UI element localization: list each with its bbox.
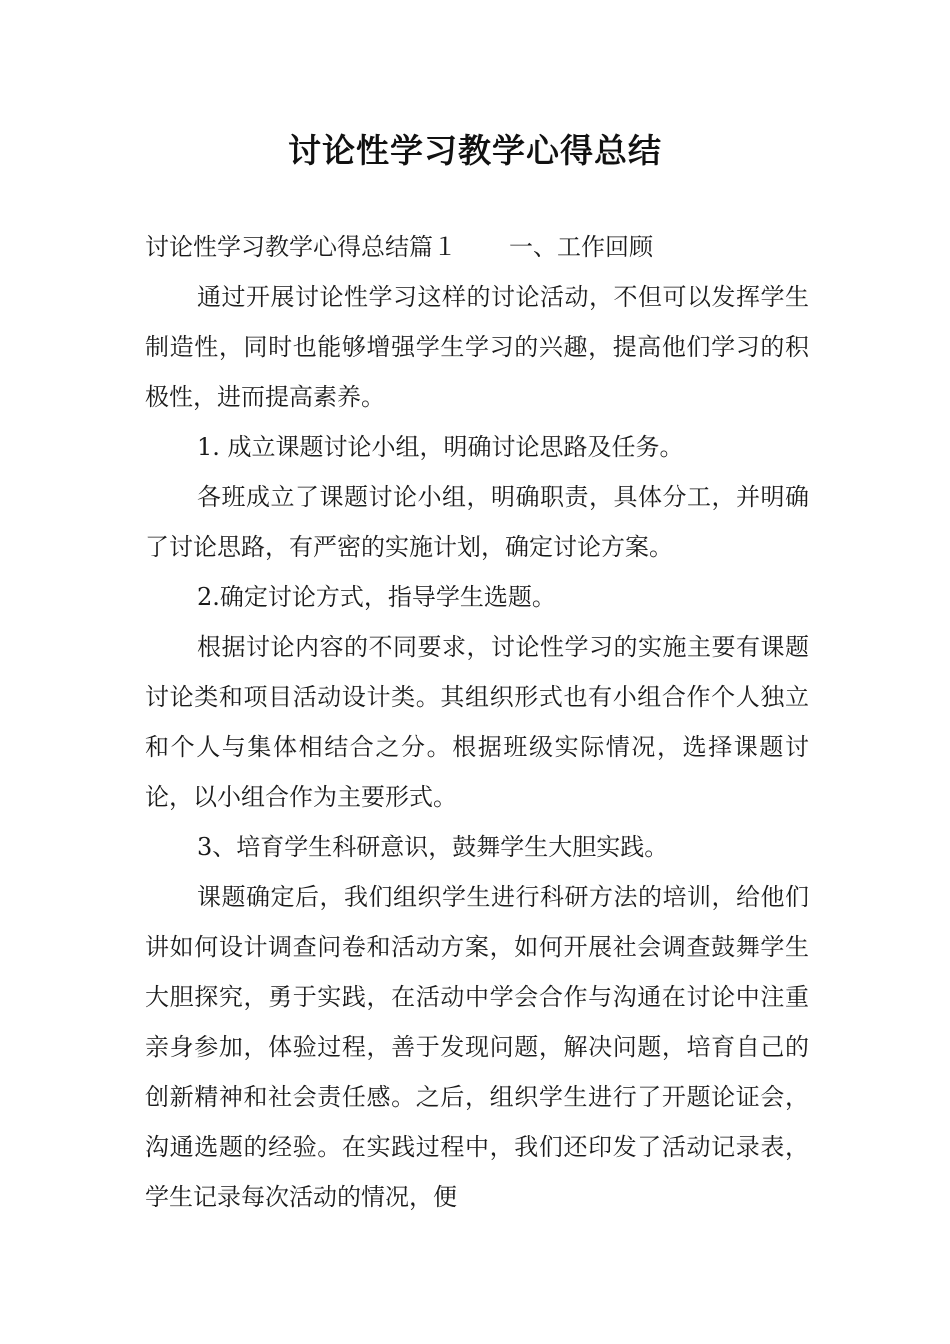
paragraph-item-1-heading: 1. 成立课题讨论小组，明确讨论思路及任务。 (197, 433, 684, 461)
paragraph-intro: 通过开展讨论性学习这样的讨论活动，不但可以发挥学生制造性，同时也能够增强学生学习的兴趣，提高他们学习的积极性，进而提高素养。 (145, 283, 809, 411)
section-heading-line (145, 222, 809, 272)
section-subheading: 一、工作回顾 (509, 233, 653, 261)
paragraph-item-3-body: 课题确定后，我们组织学生进行科研方法的培训，给他们讲如何设计调查问卷和活动方案，如何开展社会调查鼓舞学生大胆探究，勇于实践，在活动中学会合作与沟通在讨论中注重亲身参加，体验过程，善于发现问题，解决问题，培育自己的创新精神和社会责任感。之后，组织学生进行了开题论证会，沟通选题的经验。在实践过程中，我们还印发了活动记录表，学生记录每次活动的情况，便 (145, 883, 809, 1211)
document-title: 讨论性学习教学心得总结 (288, 131, 662, 170)
paragraph-item-3-heading: 3、培育学生科研意识，鼓舞学生大胆实践。 (197, 833, 669, 861)
paragraph-item-2-body: 根据讨论内容的不同要求，讨论性学习的实施主要有课题讨论类和项目活动设计类。其组织形式也有小组合作个人独立和个人与集体相结合之分。根据班级实际情况，选择课题讨论，以小组合作为主要形式。 (145, 633, 809, 811)
paragraph-item-1-body: 各班成立了课题讨论小组，明确职责，具体分工，并明确了讨论思路，有严密的实施计划，确定讨论方案。 (145, 483, 809, 561)
section-heading-title: 讨论性学习教学心得总结篇１ (145, 233, 457, 261)
document-body (145, 222, 809, 1222)
paragraph-item-2-heading: 2.确定讨论方式，指导学生选题。 (197, 583, 556, 611)
